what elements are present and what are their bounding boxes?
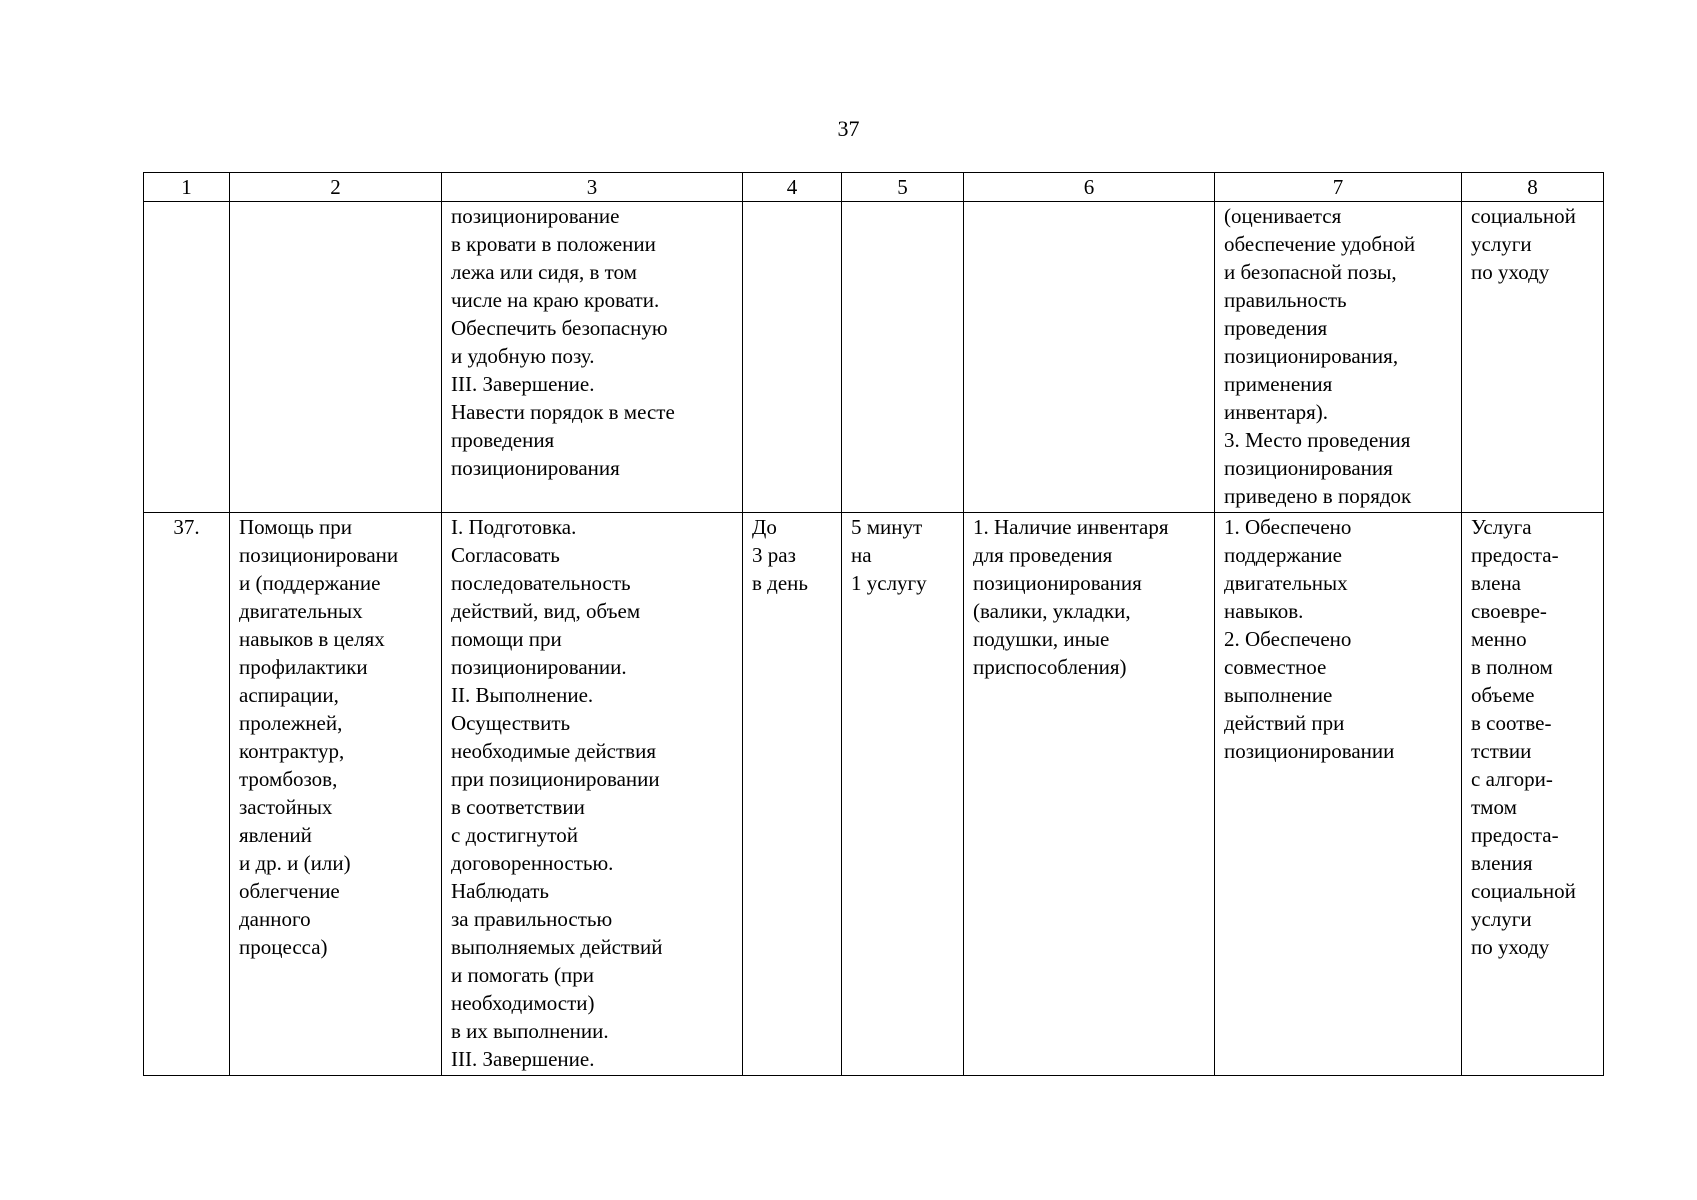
table-cell (842, 202, 964, 513)
column-header-7: 7 (1215, 173, 1462, 202)
service-name: Помощь при позиционировани и (поддержание двигательных навыков в целях профилактики аспирации, пролежней, контрактур, тромбозов, застойных явлений и др. и (или) облегчение данного процесса) (239, 515, 399, 959)
cell-text (752, 202, 832, 512)
table-header-row (144, 173, 1604, 202)
service-results: 1. Обеспечено поддержание двигательных навыков. 2. Обеспечено совместное выполнение действий при позиционировании (1224, 515, 1395, 763)
service-frequency: До 3 раз в день (752, 515, 808, 595)
column-header-8: 8 (1462, 173, 1604, 202)
column-header-4: 4 (743, 173, 842, 202)
table-cell (743, 202, 842, 513)
cell-text: (оценивается обеспечение удобной и безопасной позы, правильность проведения позиционирования, применения инвентаря). 3. Место проведения позиционирования приведено в порядок (1224, 204, 1416, 508)
table-row (144, 513, 1604, 1076)
cell-text (851, 202, 954, 512)
table-cell (230, 513, 442, 1076)
table-cell (964, 202, 1215, 513)
column-header-1: 1 (144, 173, 230, 202)
table-cell (1215, 513, 1462, 1076)
service-assessment: Услуга предоста- влена своевре- менно в полном объеме в соотве- тствии с алгори- тмом предоста- вления социальной услуги по уходу (1471, 515, 1576, 959)
table-cell (964, 513, 1215, 1076)
table-cell (442, 513, 743, 1076)
cell-text (973, 202, 1205, 512)
service-procedure: I. Подготовка. Согласовать последовательность действий, вид, объем помощи при позиционировании. II. Выполнение. Осуществить необходимые действия при позиционировании в соответствии с достигнутой договоренностью. Наблюдать за правильностью выполняемых действий и помогать (при необходимости) в их выполнении. III. Завершение. (451, 515, 663, 1071)
table-cell (1462, 513, 1604, 1076)
services-table (143, 172, 1604, 1076)
column-header-6: 6 (964, 173, 1215, 202)
service-duration: 5 минут на 1 услугу (851, 515, 927, 595)
table-cell (144, 513, 230, 1076)
table-cell (230, 202, 442, 513)
cell-text (144, 202, 229, 512)
column-header-3: 3 (442, 173, 743, 202)
page-number: 37 (837, 116, 860, 141)
cell-text: социальной услуги по уходу (1471, 204, 1576, 284)
cell-text: позиционирование в кровати в положении лежа или сидя, в том числе на краю кровати. Обеспечить безопасную и удобную позу. III. Завершение. Навести порядок в месте проведения позиционирования (451, 204, 675, 480)
table-row (144, 202, 1604, 513)
row-number: 37. (173, 515, 200, 539)
table-cell (442, 202, 743, 513)
service-conditions: 1. Наличие инвентаря для проведения позиционирования (валики, укладки, подушки, иные приспособления) (973, 515, 1169, 679)
column-header-5: 5 (842, 173, 964, 202)
cell-text (239, 202, 432, 512)
table-cell (144, 202, 230, 513)
table-cell (743, 513, 842, 1076)
table-cell (1215, 202, 1462, 513)
table-cell (1462, 202, 1604, 513)
table-cell (842, 513, 964, 1076)
column-header-2: 2 (230, 173, 442, 202)
